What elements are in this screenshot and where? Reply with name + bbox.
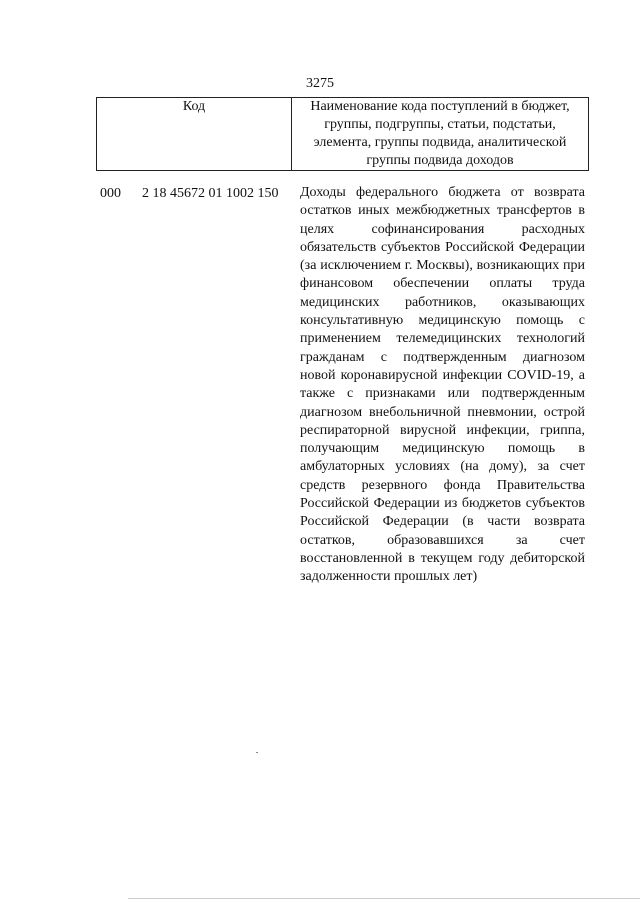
header-row	[97, 98, 589, 171]
header-table	[96, 97, 589, 171]
scan-artifact-edge	[128, 898, 640, 899]
page-number: 3275	[306, 76, 334, 91]
row-admin-code: 000	[100, 186, 121, 201]
header-name-cell: Наименование кода поступлений в бюджет, группы, подгруппы, статьи, подстатьи, элемента, группы подвида, аналитической группы подвида доходов	[292, 98, 589, 171]
row-revenue-code: 2 18 45672 01 1002 150	[142, 186, 279, 201]
row-description: Доходы федерального бюджета от возврата остатков иных межбюджетных трансфертов в целях софинансирования расходных обязательств субъектов Российской Федерации (за исключением г. Москвы), возникающих при финансовом обеспечении оплаты труда медицинских работников, оказывающих консультативную медицинскую помощь с применением телемедицинских технологий гражданам с подтвержденным диагнозом новой коронавирусной инфекции COVID-19, а также с признаками или подтвержденным диагнозом внебольничной пневмонии, острой респираторной вирусной инфекции, гриппа, получающим медицинскую помощь в амбулаторных условиях (на дому), за счет средств резервного фонда Правительства Российской Федерации из бюджетов субъектов Российской Федерации (в части возврата остатков, образовавшихся за счет восстановленной в текущем году дебиторской задолженности прошлых лет)	[300, 185, 585, 585]
scan-artifact-dot	[256, 752, 258, 753]
header-code-cell: Код	[97, 98, 292, 171]
